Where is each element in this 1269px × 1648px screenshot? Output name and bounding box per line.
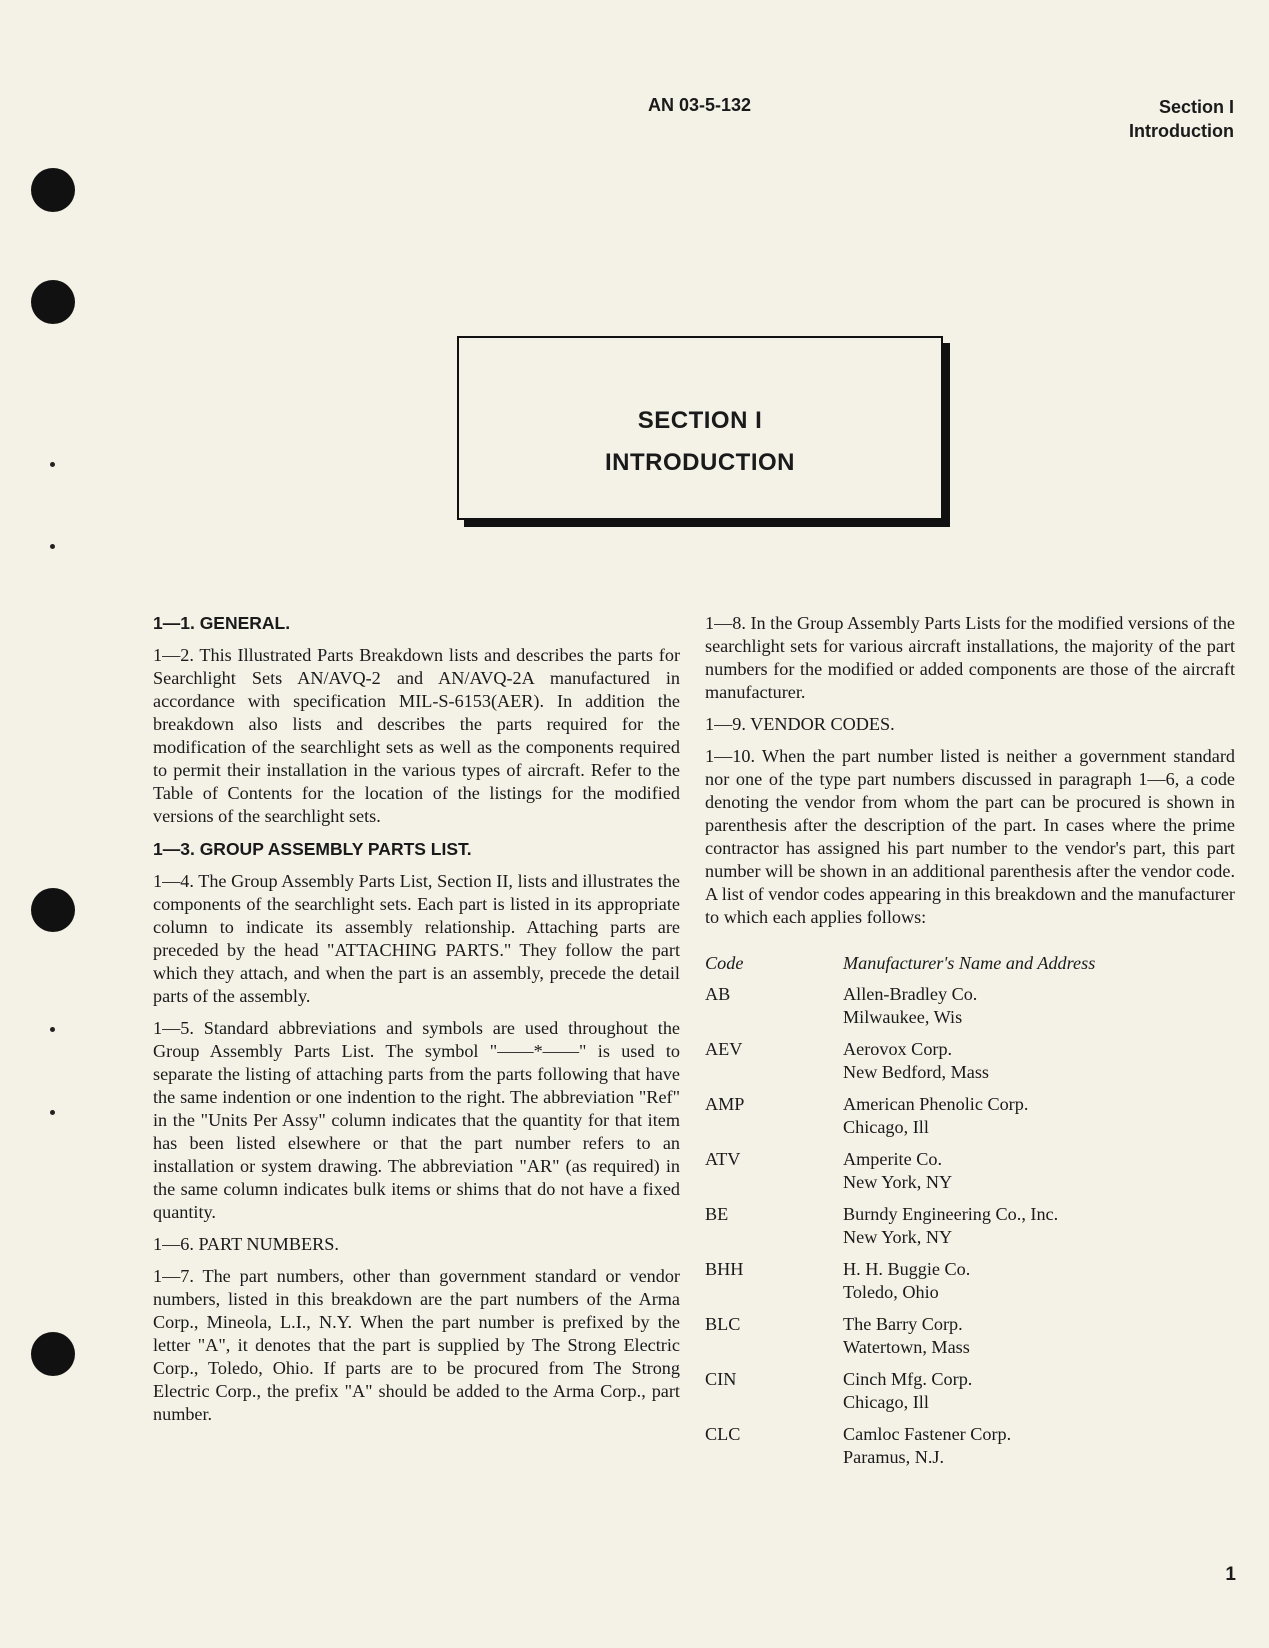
- vendor-code: BHH: [705, 1259, 744, 1279]
- margin-mark: [50, 1110, 55, 1115]
- vendor-name-address: [843, 1038, 1235, 1084]
- vendor-name: Cinch Mfg. Corp.: [843, 1369, 973, 1389]
- heading-general: 1—1. GENERAL.: [153, 613, 291, 633]
- margin-mark: [50, 462, 55, 467]
- title-line-introduction: INTRODUCTION: [605, 449, 795, 476]
- vendor-row: [705, 1258, 1235, 1304]
- vendor-name-address: [843, 1368, 1235, 1414]
- vendor-row: [705, 1203, 1235, 1249]
- vendor-row: [705, 1368, 1235, 1414]
- vendor-name-address: [843, 1148, 1235, 1194]
- vendor-address: Chicago, Ill: [843, 1392, 929, 1412]
- vendor-code: AMP: [705, 1094, 745, 1114]
- page-number: 1: [1225, 1564, 1236, 1585]
- vendor-address: New York, NY: [843, 1172, 953, 1192]
- margin-mark: [50, 544, 55, 549]
- vendor-address: New Bedford, Mass: [843, 1062, 989, 1082]
- vendor-name: Allen-Bradley Co.: [843, 984, 978, 1004]
- vendor-name-address: [843, 1313, 1235, 1359]
- paragraph-1-7: 1—7. The part numbers, other than government standard or vendor numbers, listed in this breakdown are the part numbers of the Arma Corp., Mineola, L.I., N.Y. When the part number is prefixed by the letter "A", it denotes that the part is supplied by The Strong Electric Corp., Toledo, Ohio. If parts are to be procured from The Strong Electric Corp., the prefix "A" should be added to the Arma Corp., part number.: [153, 1266, 680, 1424]
- paragraph-1-8: 1—8. In the Group Assembly Parts Lists for the modified versions of the searchlight sets for various aircraft installations, the majority of the part numbers for the modified or added components are those of the aircraft manufacturer.: [705, 613, 1235, 702]
- section-label: Section I: [1158, 97, 1234, 117]
- right-column: [705, 612, 1235, 1478]
- margin-mark: [50, 1027, 55, 1032]
- vendor-address: New York, NY: [843, 1227, 953, 1247]
- vendor-row: [705, 1093, 1235, 1139]
- vendor-row: [705, 1038, 1235, 1084]
- heading-part-numbers: 1—6. PART NUMBERS.: [153, 1234, 339, 1254]
- vendor-header-code: Code: [705, 953, 744, 973]
- document-number: AN 03-5-132: [648, 95, 752, 115]
- vendor-code: BLC: [705, 1314, 741, 1334]
- vendor-address: Milwaukee, Wis: [843, 1007, 963, 1027]
- vendor-code: AEV: [705, 1039, 743, 1059]
- vendor-code: AB: [705, 984, 731, 1004]
- vendor-row: [705, 1423, 1235, 1469]
- heading-group-assembly-parts-list: 1—3. GROUP ASSEMBLY PARTS LIST.: [153, 839, 472, 859]
- vendor-name: H. H. Buggie Co.: [843, 1259, 971, 1279]
- binder-hole-2: [31, 280, 75, 324]
- vendor-code: CIN: [705, 1369, 737, 1389]
- vendor-row: [705, 1148, 1235, 1194]
- vendor-code: ATV: [705, 1149, 741, 1169]
- paragraph-1-10: 1—10. When the part number listed is neither a government standard nor one of the type part numbers discussed in paragraph 1—6, a code denoting the vendor from whom the part can be procured is shown in parenthesis after the description of the part. In cases where the prime contractor has assigned his part number to the vendor's part, this part number will be shown in an additional parenthesis after the vendor code. A list of vendor codes appearing in this breakdown and the manufacturer to which each applies follows:: [705, 746, 1235, 927]
- vendor-address: Toledo, Ohio: [843, 1282, 939, 1302]
- vendor-header-name: Manufacturer's Name and Address: [843, 953, 1096, 973]
- vendor-name: Amperite Co.: [843, 1149, 943, 1169]
- vendor-name: The Barry Corp.: [843, 1314, 963, 1334]
- title-line-section: SECTION I: [637, 407, 763, 434]
- heading-vendor-codes: 1—9. VENDOR CODES.: [705, 714, 895, 734]
- left-column: [153, 612, 680, 1435]
- vendor-name-address: [843, 1258, 1235, 1304]
- binder-hole-4: [31, 1332, 75, 1376]
- paragraph-1-5: 1—5. Standard abbreviations and symbols are used throughout the Group Assembly Parts List. The symbol "——*——" is used to separate the listing of attaching parts from the parts following that have the same indention or one indention to the right. The abbreviation "Ref" in the "Units Per Assy" column indicates that the quantity for that item has been listed elsewhere or that the part number refers to an installation or system drawing. The abbreviation "AR" (as required) in the same column indicates bulk items or shims that do not have a fixed quantity.: [153, 1018, 680, 1222]
- vendor-name-address: [843, 1203, 1235, 1249]
- binder-hole-3: [31, 888, 75, 932]
- vendor-name-address: [843, 983, 1235, 1029]
- vendor-name-address: [843, 1093, 1235, 1139]
- vendor-address: Watertown, Mass: [843, 1337, 970, 1357]
- vendor-table-header: [705, 952, 1235, 975]
- vendor-address: Paramus, N.J.: [843, 1447, 945, 1467]
- paragraph-1-4: 1—4. The Group Assembly Parts List, Section II, lists and illustrates the components of the searchlight sets. Each part is listed in its appropriate column to indicate its assembly relationship. Attaching parts are preceded by the head "ATTACHING PARTS." They follow the part which they attach, and when the part is an assembly, precede the detail parts of the assembly.: [153, 871, 680, 1006]
- section-title: Introduction: [1129, 121, 1234, 141]
- vendor-code: BE: [705, 1204, 729, 1224]
- vendor-code: CLC: [705, 1424, 741, 1444]
- vendor-address: Chicago, Ill: [843, 1117, 929, 1137]
- vendor-name: Aerovox Corp.: [843, 1039, 953, 1059]
- binder-hole-1: [31, 168, 75, 212]
- vendor-row: [705, 983, 1235, 1029]
- section-header: [1129, 95, 1234, 143]
- vendor-name: Burndy Engineering Co., Inc.: [843, 1204, 1059, 1224]
- vendor-name-address: [843, 1423, 1235, 1469]
- section-title-box: [457, 336, 943, 520]
- vendor-name: American Phenolic Corp.: [843, 1094, 1029, 1114]
- vendor-row: [705, 1313, 1235, 1359]
- vendor-name: Camloc Fastener Corp.: [843, 1424, 1012, 1444]
- paragraph-1-2: 1—2. This Illustrated Parts Breakdown lists and describes the parts for Searchlight Sets AN/AVQ-2 and AN/AVQ-2A manufactured in accordance with specification MIL-S-6153(AER). In addition the breakdown also lists and describes the parts required for the modification of the searchlight sets as well as the components required to permit their installation in the various types of aircraft. Refer to the Table of Contents for the location of the listings for the modified versions of the searchlight sets.: [153, 645, 680, 826]
